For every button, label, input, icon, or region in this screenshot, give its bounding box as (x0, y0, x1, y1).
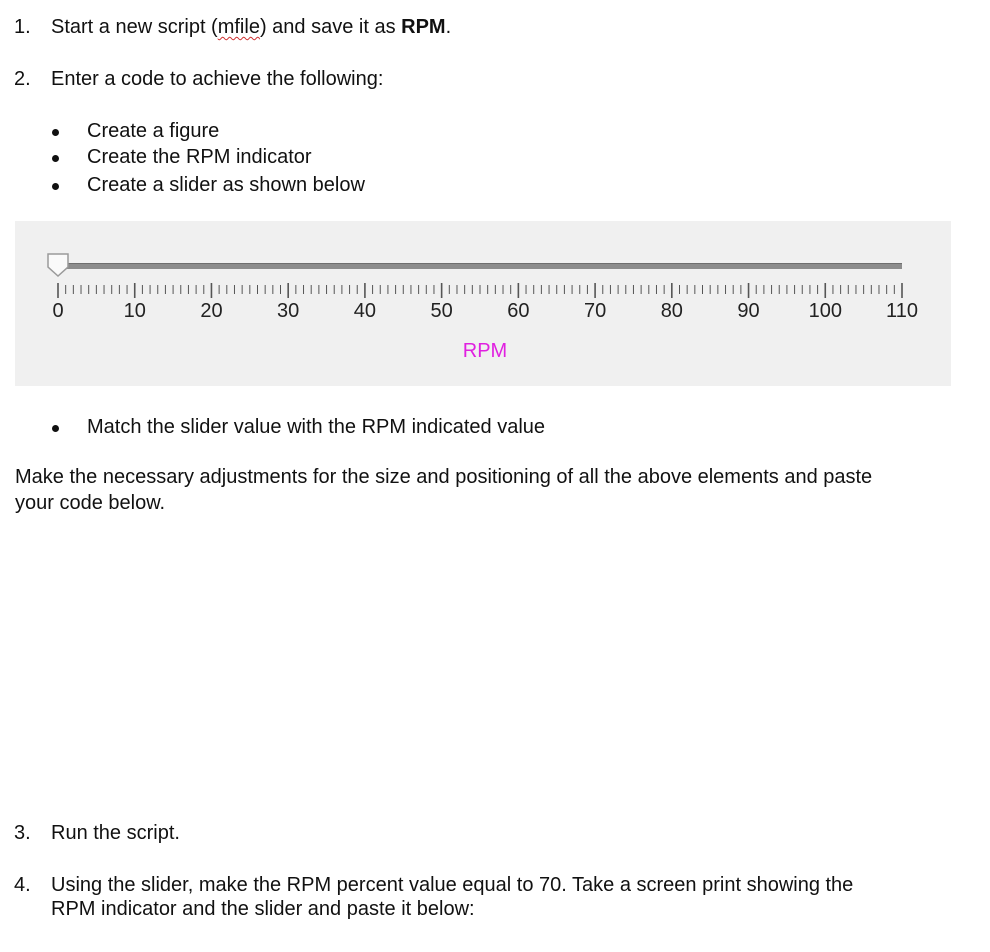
instruction-line-2: your code below. (15, 492, 166, 514)
step-3-number: 3. (14, 822, 31, 844)
tick-label: 100 (808, 300, 842, 322)
bullet-create-slider: Create a slider as shown below (87, 174, 365, 196)
rpm-indicator-label: RPM (462, 340, 508, 362)
tick-label: 70 (583, 300, 607, 322)
bullet-dot (52, 129, 59, 136)
step-1-text-end: . (445, 16, 452, 38)
step-2-number: 2. (14, 68, 31, 90)
step-1-bold-name: RPM (401, 16, 446, 38)
bullet-dot (52, 155, 59, 162)
spellcheck-word: mfile (217, 16, 260, 38)
step-2-text: Enter a code to achieve the following: (51, 68, 384, 90)
tick-label: 20 (200, 300, 223, 322)
step-1-text (51, 16, 451, 39)
step-1-number: 1. (14, 16, 31, 38)
slider-figure-panel (15, 221, 951, 386)
slider-thumb[interactable] (46, 252, 70, 278)
tick-label: 80 (660, 300, 683, 322)
step-1-text-start: Start a new script ( (51, 16, 218, 38)
tick-label: 30 (277, 300, 300, 322)
bullet-dot (52, 183, 59, 190)
step-3-text: Run the script. (51, 822, 180, 844)
tick-label: 110 (886, 300, 918, 322)
bullet-create-indicator: Create the RPM indicator (87, 146, 312, 168)
bullet-match-slider: Match the slider value with the RPM indicated value (87, 416, 546, 438)
bullet-dot (52, 425, 59, 432)
step-1-text-middle: ) and save it as (259, 16, 402, 38)
tick-label: 0 (52, 300, 64, 322)
step-4-number: 4. (14, 874, 31, 896)
step-4-line-2: RPM indicator and the slider and paste it below: (51, 898, 475, 920)
tick-label: 90 (737, 300, 760, 322)
bullet-create-figure: Create a figure (87, 120, 220, 142)
step-4-line-1: Using the slider, make the RPM percent value equal to 70. Take a screen print showing the (51, 874, 854, 896)
tick-label: 40 (353, 300, 377, 322)
tick-label: 60 (507, 300, 530, 322)
instruction-line-1: Make the necessary adjustments for the size and positioning of all the above elements and paste (15, 466, 873, 488)
tick-label: 10 (123, 300, 146, 322)
tick-label: 50 (430, 300, 453, 322)
